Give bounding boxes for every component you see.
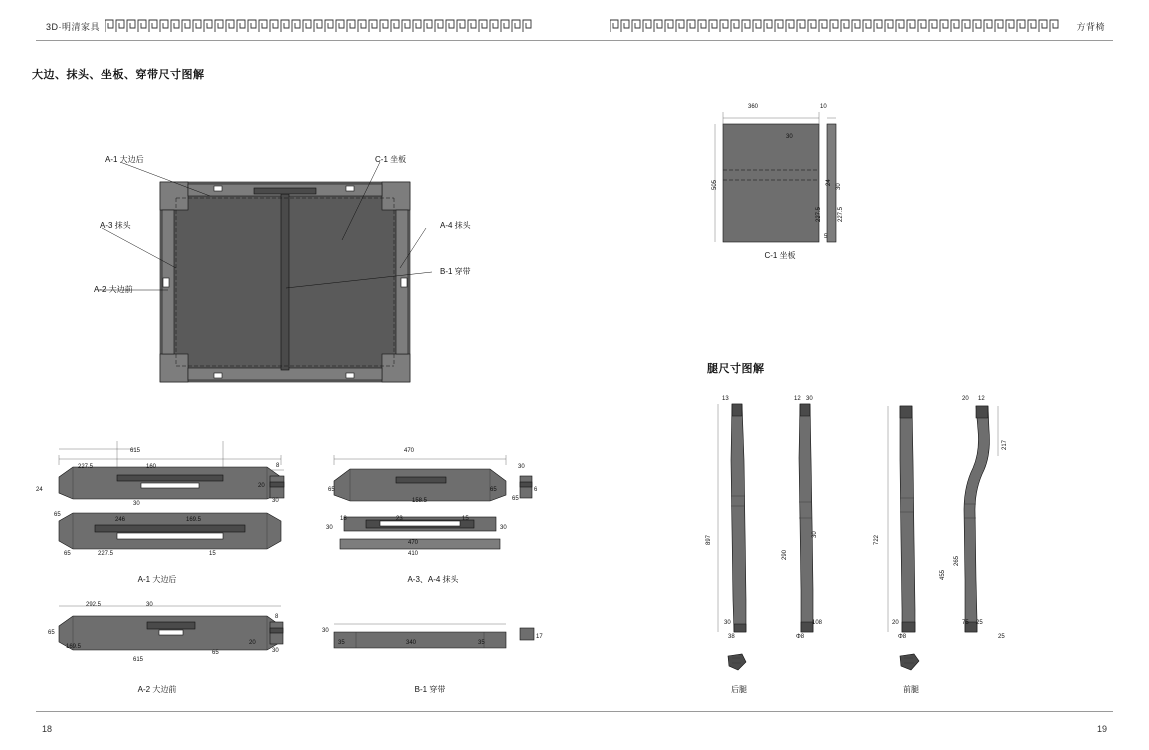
dim-backleg-38: 38 xyxy=(728,634,735,640)
dim-a34-30: 30 xyxy=(518,464,525,470)
dim-a1-20: 20 xyxy=(258,483,265,489)
dim-a2-615: 615 xyxy=(133,657,144,663)
header-rule xyxy=(36,40,1113,41)
dim-a2-65: 65 xyxy=(48,630,55,636)
dim-a2-65b: 65 xyxy=(212,650,219,656)
dim-a1-160: 160 xyxy=(146,464,157,470)
dim-a34-30c: 30 xyxy=(500,525,507,531)
callout-c1: C-1 坐板 xyxy=(375,155,407,164)
dim-backleg-12: 12 xyxy=(794,396,801,402)
dim-a1-8: 8 xyxy=(276,463,280,469)
dim-a1-246: 246 xyxy=(115,517,126,523)
dim-a2-1695: 169.5 xyxy=(66,644,82,650)
chinese-fret-pattern-icon-right xyxy=(610,18,1070,34)
dim-backleg-30b: 30 xyxy=(806,396,813,402)
dim-a34-410: 410 xyxy=(408,551,419,557)
dim-a1-2275b: 227.5 xyxy=(98,551,114,557)
dim-a34-1585: 158.5 xyxy=(412,498,428,504)
figure-a34-section xyxy=(516,470,542,515)
dim-frontleg-20b: 20 xyxy=(962,396,969,402)
figure-b1-section xyxy=(516,618,542,659)
header-left-text: 3D·明清家具 xyxy=(46,22,101,32)
caption-front-leg: 前腿 xyxy=(903,685,919,694)
dim-backleg-30: 30 xyxy=(724,620,731,626)
dim-c1-30: 30 xyxy=(786,134,793,140)
dim-frontleg-20: 20 xyxy=(892,620,899,626)
dim-a1-sec-30: 30 xyxy=(272,498,279,504)
figure-a1-section xyxy=(266,470,292,515)
dim-a34-15: 15 xyxy=(462,516,469,522)
dim-a1-2275: 227.5 xyxy=(78,464,94,470)
callout-a3: A-3 抹头 xyxy=(100,221,131,230)
dim-c1-2275b: 227.5 xyxy=(838,206,844,222)
dim-c1-30b: 30 xyxy=(836,183,842,190)
dim-a34-470b: 470 xyxy=(408,540,419,546)
dim-backleg-290: 290 xyxy=(782,549,788,560)
dim-backleg-108: 108 xyxy=(812,620,823,626)
figure-a1-rear-rail xyxy=(55,455,285,575)
dim-a1-30: 30 xyxy=(133,501,140,507)
dim-backleg-phi8: Φ8 xyxy=(796,634,805,640)
caption-a2: A-2 大边前 xyxy=(137,685,177,694)
dim-frontleg-25: 25 xyxy=(976,620,983,626)
caption-back-leg: 后腿 xyxy=(731,685,747,694)
section-title-right: 腿尺寸图解 xyxy=(707,363,765,375)
dim-c1-24: 24 xyxy=(826,179,832,186)
dim-c1-10: 10 xyxy=(820,104,827,110)
figure-c1-seat-board xyxy=(715,118,845,263)
dim-b1-35: 35 xyxy=(338,640,345,646)
dim-a2-30: 30 xyxy=(146,602,153,608)
caption-c1: C-1 坐板 xyxy=(764,251,796,260)
dim-a2-2925: 292.5 xyxy=(86,602,102,608)
caption-a1: A-1 大边后 xyxy=(137,575,177,584)
figure-a2-section xyxy=(266,618,292,659)
dim-frontleg-25b: 25 xyxy=(998,634,1005,640)
dim-a34-65c: 65 xyxy=(512,496,519,502)
figure-seat-frame-assembly xyxy=(150,150,440,405)
dim-frontleg-75: 75 xyxy=(962,620,969,626)
header-right-text: 方背椅 xyxy=(1076,22,1105,32)
dim-b1-17: 17 xyxy=(536,634,543,640)
dim-a34-23: 23 xyxy=(396,516,403,522)
figure-front-leg-curved xyxy=(958,400,1008,655)
figure-back-leg-side xyxy=(788,400,828,655)
dim-frontleg-12: 12 xyxy=(978,396,985,402)
dim-a34-65: 65 xyxy=(328,487,335,493)
callout-a2: A-2 大边前 xyxy=(94,285,133,294)
dim-backleg-13: 13 xyxy=(722,396,729,402)
dim-a1-65b: 65 xyxy=(54,512,61,518)
dim-backleg-30c: 30 xyxy=(812,531,818,538)
footer-page-left: 18 xyxy=(42,724,53,734)
dim-a34-18: 18 xyxy=(340,516,347,522)
caption-a34: A-3、A-4 抹头 xyxy=(407,575,459,584)
callout-b1: B-1 穿带 xyxy=(440,267,471,276)
dim-c1-2275: 227.5 xyxy=(816,206,822,222)
chinese-fret-pattern-icon xyxy=(105,18,545,34)
dim-a2-20: 20 xyxy=(249,640,256,646)
dim-backleg-897: 897 xyxy=(706,534,712,545)
dim-frontleg-455: 455 xyxy=(940,569,946,580)
dim-a1-15: 15 xyxy=(209,551,216,557)
dim-a34-470: 470 xyxy=(404,448,415,454)
dim-a1-615: 615 xyxy=(130,448,141,454)
footer-rule xyxy=(36,711,1113,712)
figure-back-leg-front xyxy=(718,400,758,655)
caption-b1: B-1 穿带 xyxy=(414,685,446,694)
dim-a2-30b: 30 xyxy=(272,648,279,654)
dim-frontleg-265: 265 xyxy=(954,555,960,566)
dim-frontleg-217: 217 xyxy=(1002,439,1008,450)
section-title-left: 大边、抹头、坐板、穿带尺寸图解 xyxy=(32,69,205,81)
callout-a4: A-4 抹头 xyxy=(440,221,471,230)
figure-front-leg-foot-detail xyxy=(898,652,922,677)
figure-a34-end-rail xyxy=(330,455,510,580)
dim-b1-35b: 35 xyxy=(478,640,485,646)
dim-a2-8: 8 xyxy=(275,614,279,620)
figure-front-leg-main xyxy=(888,400,928,655)
dim-frontleg-722: 722 xyxy=(874,534,880,545)
dim-frontleg-phi8: Φ8 xyxy=(898,634,907,640)
dim-b1-30: 30 xyxy=(322,628,329,634)
dim-a34-6: 6 xyxy=(534,487,538,493)
dim-c1-505: 505 xyxy=(712,179,718,190)
dim-c1-360: 360 xyxy=(748,104,759,110)
dim-a1-1695: 169.5 xyxy=(186,517,202,523)
callout-a1: A-1 大边后 xyxy=(105,155,144,164)
footer-page-right: 19 xyxy=(1096,724,1107,734)
dim-a1-65c: 65 xyxy=(64,551,71,557)
dim-a1-24: 24 xyxy=(36,487,43,493)
dim-b1-340: 340 xyxy=(406,640,417,646)
dim-a34-65b: 65 xyxy=(490,487,497,493)
dim-c1-5: 5 xyxy=(824,234,828,240)
dim-a34-30b: 30 xyxy=(326,525,333,531)
figure-back-leg-foot-detail xyxy=(726,652,750,677)
